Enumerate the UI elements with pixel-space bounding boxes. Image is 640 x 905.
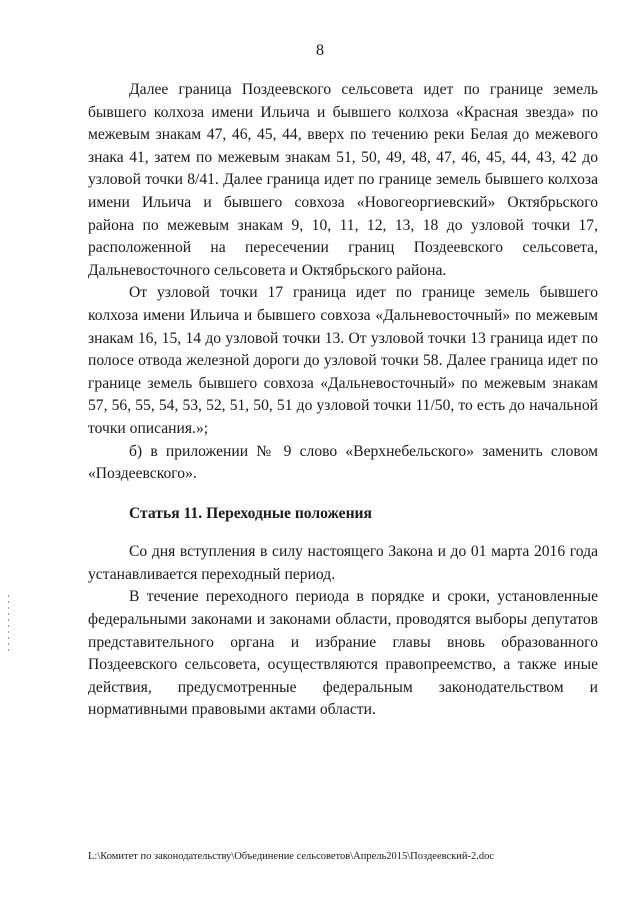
scan-edge-mark: [8, 595, 9, 655]
paragraph-transition-actions: В течение переходного периода в порядке и сроки, установленные федеральными законами и законами области, проводятся выборы депутатов представительного органа и избрание главы вновь образованного Поздеевского сельсовета, осуществляются правопреемство, а также иные действия, предусмотренные федеральным законодательством и нормативными правовыми актами области.: [88, 588, 598, 719]
footer-file-path: L:\Комитет по законодательству\Объединение сельсоветов\Апрель2015\Поздеевский-2.doc: [88, 851, 495, 862]
page-number: 8: [316, 42, 324, 59]
paragraph-transition-period: Со дня вступления в силу настоящего Закона и до 01 марта 2016 года устанавливается переходный период.: [88, 543, 598, 583]
article-heading: Статья 11. Переходные положения: [129, 504, 372, 522]
paragraph-appendix-amendment: б) в приложении № 9 слово «Верхнебельского» заменить словом «Поздеевского».: [88, 442, 598, 483]
paragraph-boundary-continuation: От узловой точки 17 граница идет по границе земель бывшего колхоза имени Ильича и бывшего совхоза «Дальневосточный» по межевым знакам 16, 15, 14 до узловой точки 13. От узловой точки 13 граница идет по полосе отвода железной дороги до узловой точки 58. Далее граница идет по границе земель бывшего совхоза «Дальневосточный» по межевым знакам 57, 56, 55, 54, 53, 52, 51, 50, 51 до узловой точки 11/50, то есть до начальной точки описания.»;: [88, 284, 598, 437]
document-body: [88, 79, 598, 722]
paragraph-boundary-description: Далее граница Поздеевского сельсовета идет по границе земель бывшего колхоза имени Ильича и бывшего колхоза «Красная звезда» по межевым знакам 47, 46, 45, 44, вверх по течению реки Белая до межевого знака 41, затем по межевым знакам 51, 50, 49, 48, 47, 46, 45, 44, 43, 42 до узловой точки 8/41. Далее граница идет по границе земель бывшего колхоза имени Ильича и бывшего совхоза «Новогеоргиевский» Октябрьского района по межевым знакам 9, 10, 11, 12, 13, 18 до узловой точки 17, расположенной на пересечении границ Поздеевского сельсовета, Дальневосточного сельсовета и Октябрьского района.: [88, 81, 598, 279]
